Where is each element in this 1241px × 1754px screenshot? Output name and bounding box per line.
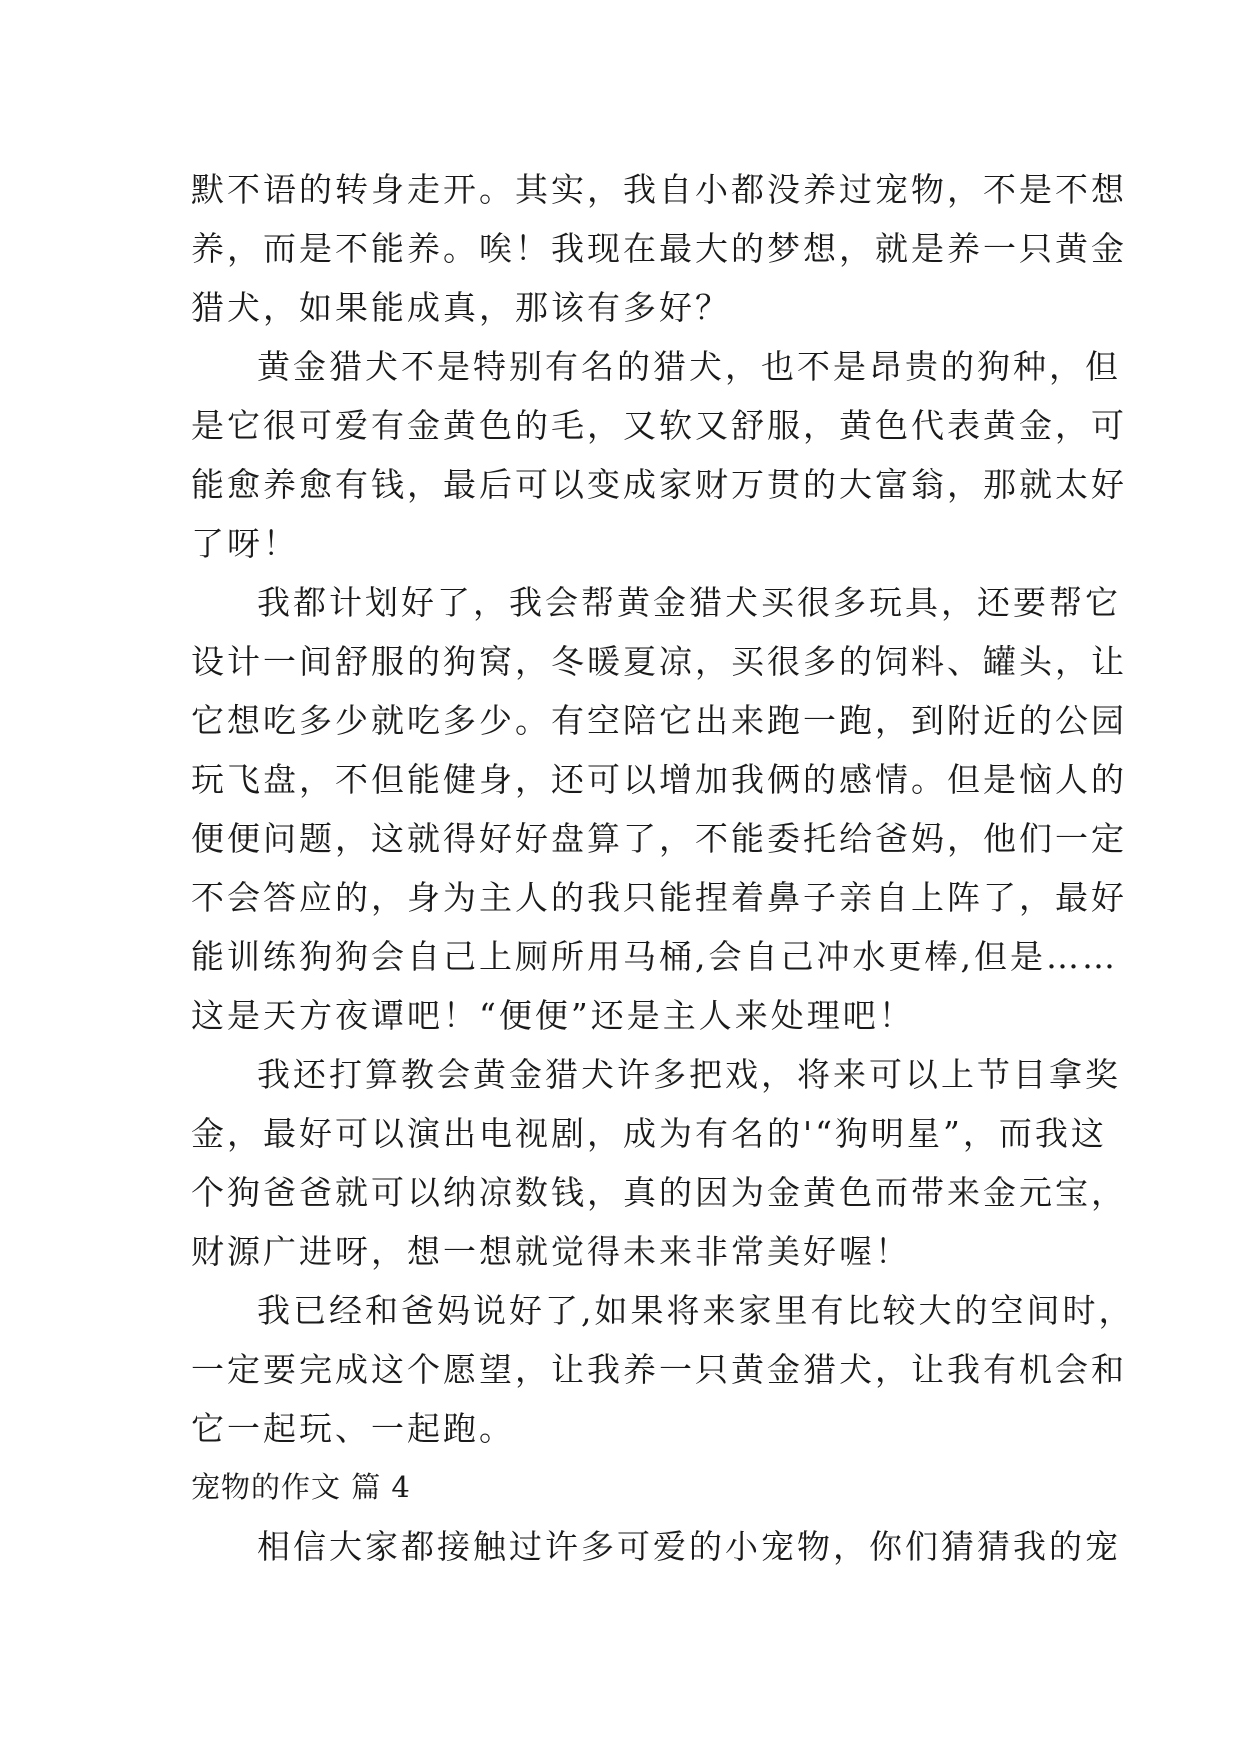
document-body xyxy=(191,160,1135,1576)
text-line: 它想吃多少就吃多少。有空陪它出来跑一跑，到附近的公园 xyxy=(191,701,1127,740)
paragraph-first-line: 我还打算教会黄金猎犬许多把戏，将来可以上节目拿奖 xyxy=(257,1055,1121,1094)
paragraph-first-line: 相信大家都接触过许多可爱的小宠物，你们猜猜我的宠 xyxy=(257,1527,1121,1566)
text-line: 能愈养愈有钱，最后可以变成家财万贯的大富翁，那就太好 xyxy=(191,465,1127,504)
text-line: 它一起玩、一起跑。 xyxy=(191,1409,515,1448)
text-line: 养，而是不能养。唉！我现在最大的梦想，就是养一只黄金 xyxy=(191,229,1127,268)
paragraph-first-line: 我已经和爸妈说好了,如果将来家里有比较大的空间时， xyxy=(257,1291,1135,1330)
text-line: 这是天方夜谭吧！“便便”还是主人来处理吧！ xyxy=(191,996,915,1035)
text-line: 是它很可爱有金黄色的毛，又软又舒服，黄色代表黄金，可 xyxy=(191,406,1127,445)
text-line: 设计一间舒服的狗窝，冬暖夏凉，买很多的饲料、罐头，让 xyxy=(191,642,1127,681)
text-line: 不会答应的，身为主人的我只能捏着鼻子亲自上阵了，最好 xyxy=(191,878,1127,917)
text-line: 财源广进呀，想一想就觉得未来非常美好喔！ xyxy=(191,1232,911,1271)
text-line: 便便问题，这就得好好盘算了，不能委托给爸妈，他们一定 xyxy=(191,819,1127,858)
text-line: 金，最好可以演出电视剧，成为有名的'“狗明星”，而我这 xyxy=(191,1114,1107,1153)
text-line: 默不语的转身走开。其实，我自小都没养过宠物，不是不想 xyxy=(191,170,1127,209)
text-line: 一定要完成这个愿望，让我养一只黄金猎犬，让我有机会和 xyxy=(191,1350,1127,1389)
paragraph-first-line: 我都计划好了，我会帮黄金猎犬买很多玩具，还要帮它 xyxy=(257,583,1121,622)
text-line: 个狗爸爸就可以纳凉数钱，真的因为金黄色而带来金元宝， xyxy=(191,1173,1127,1212)
text-line: 玩飞盘，不但能健身，还可以增加我俩的感情。但是恼人的 xyxy=(191,760,1127,799)
paragraph-first-line: 黄金猎犬不是特别有名的猎犬，也不是昂贵的狗种，但 xyxy=(257,347,1121,386)
text-line: 能训练狗狗会自己上厕所用马桶,会自己冲水更棒,但是…… xyxy=(191,937,1118,976)
text-line: 猎犬，如果能成真，那该有多好？ xyxy=(191,288,731,327)
text-line: 了呀！ xyxy=(191,524,299,563)
section-heading: 宠物的作文 篇 4 xyxy=(191,1470,411,1504)
